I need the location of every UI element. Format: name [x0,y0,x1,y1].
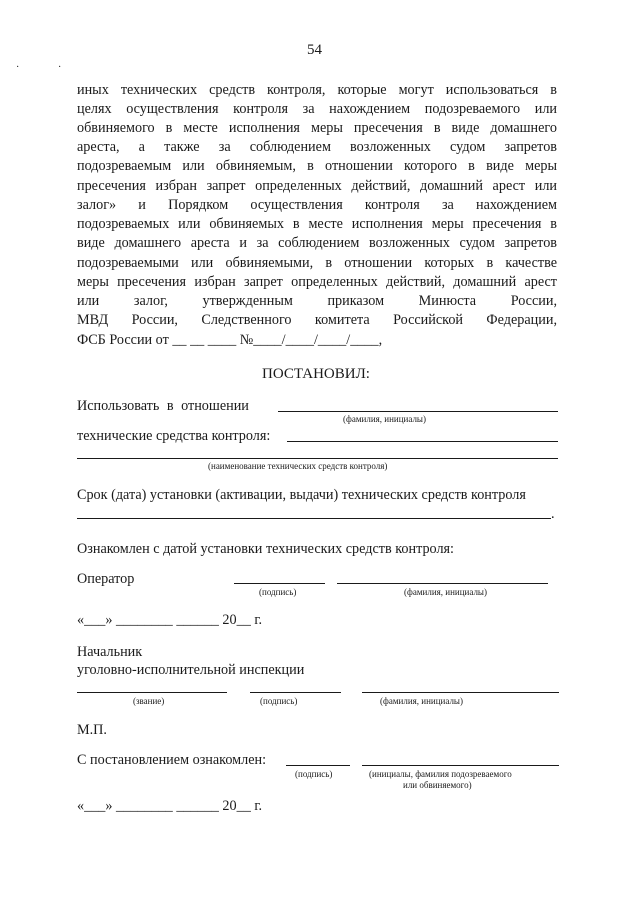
caption-fio: (фамилия, инициалы) [343,414,426,424]
chief-label-2: уголовно-исполнительной инспекции [77,662,305,678]
paragraph-line: виде домашнего ареста и за соблюдением возложенных судом запретов [77,235,557,251]
install-term-blank-line[interactable] [77,518,551,519]
paragraph-line: МВД России, Следственного комитета Российской Федерации, [77,312,557,328]
paragraph-line: залог» и Порядком осуществления контроля за нахождением [77,197,557,213]
section-heading: ПОСТАНОВИЛ: [262,366,370,382]
paragraph-line: или залог, утвержденным приказом Минюста России, [77,293,557,309]
caption-fio-operator: (фамилия, инициалы) [404,587,487,597]
caption-signature-decision: (подпись) [295,769,333,779]
caption-tech-name: (наименование технических средств контроля) [208,461,388,471]
paragraph-line: ФСБ России от __ __ ____ №____/____/____/____, [77,332,383,348]
margin-mark: · [16,62,20,73]
install-term-label: Срок (дата) установки (активации, выдачи) технических средств контроля [77,487,526,503]
use-in-relation-label: Использовать в отношении [77,398,249,414]
margin-mark: · [58,62,62,73]
paragraph-line: подозреваемыми или обвиняемыми, в отношении которых в качестве [77,255,557,271]
tech-means-label: технические средства контроля: [77,428,271,444]
paragraph-line: пресечения избран запрет определенных действий, домашний арест или [77,178,557,194]
paragraph-line: обвиняемого в месте исполнения меры пресечения в виде домашнего [77,120,557,136]
operator-fio-line[interactable] [337,583,548,584]
paragraph-line: подозреваемым или обвиняемым, в отношении которого в виде меры [77,158,557,174]
caption-signature-chief: (подпись) [260,696,298,706]
paragraph-line: ареста, а также за соблюдением возложенных судом запретов [77,139,557,155]
page-number: 54 [307,42,322,58]
caption-suspect-2: или обвиняемого) [403,780,472,790]
decision-fio-line[interactable] [362,765,559,766]
rank-line[interactable] [77,692,227,693]
decision-signature-line[interactable] [286,765,350,766]
operator-signature-line[interactable] [234,583,325,584]
paragraph-line: иных технических средств контроля, которые могут использоваться в [77,82,557,98]
chief-label-1: Начальник [77,644,143,660]
seal-mark: М.П. [77,722,107,738]
tech-means-blank-line-2[interactable] [77,458,558,459]
tech-means-blank-line[interactable] [287,441,558,442]
operator-label: Оператор [77,571,135,587]
acquainted-date-label: Ознакомлен с датой установки технических средств контроля: [77,541,454,557]
paragraph-line: меры пресечения избран запрет определенных действий, домашний арест [77,274,557,290]
paragraph-line: целях осуществления контроля за нахождением подозреваемого или [77,101,557,117]
fio-blank-line[interactable] [278,411,558,412]
paragraph-line: подозреваемых или обвиняемых в месте исполнения меры пресечения в [77,216,557,232]
caption-fio-chief: (фамилия, инициалы) [380,696,463,706]
period-mark: . [551,506,555,522]
chief-fio-line[interactable] [362,692,559,693]
chief-signature-line[interactable] [250,692,341,693]
date-line-2: «___» ________ ______ 20__ г. [77,798,263,814]
caption-suspect-1: (инициалы, фамилия подозреваемого [369,769,512,779]
acquainted-decision-label: С постановлением ознакомлен: [77,752,267,768]
caption-rank: (звание) [133,696,165,706]
caption-signature: (подпись) [259,587,297,597]
date-line-1: «___» ________ ______ 20__ г. [77,612,263,628]
